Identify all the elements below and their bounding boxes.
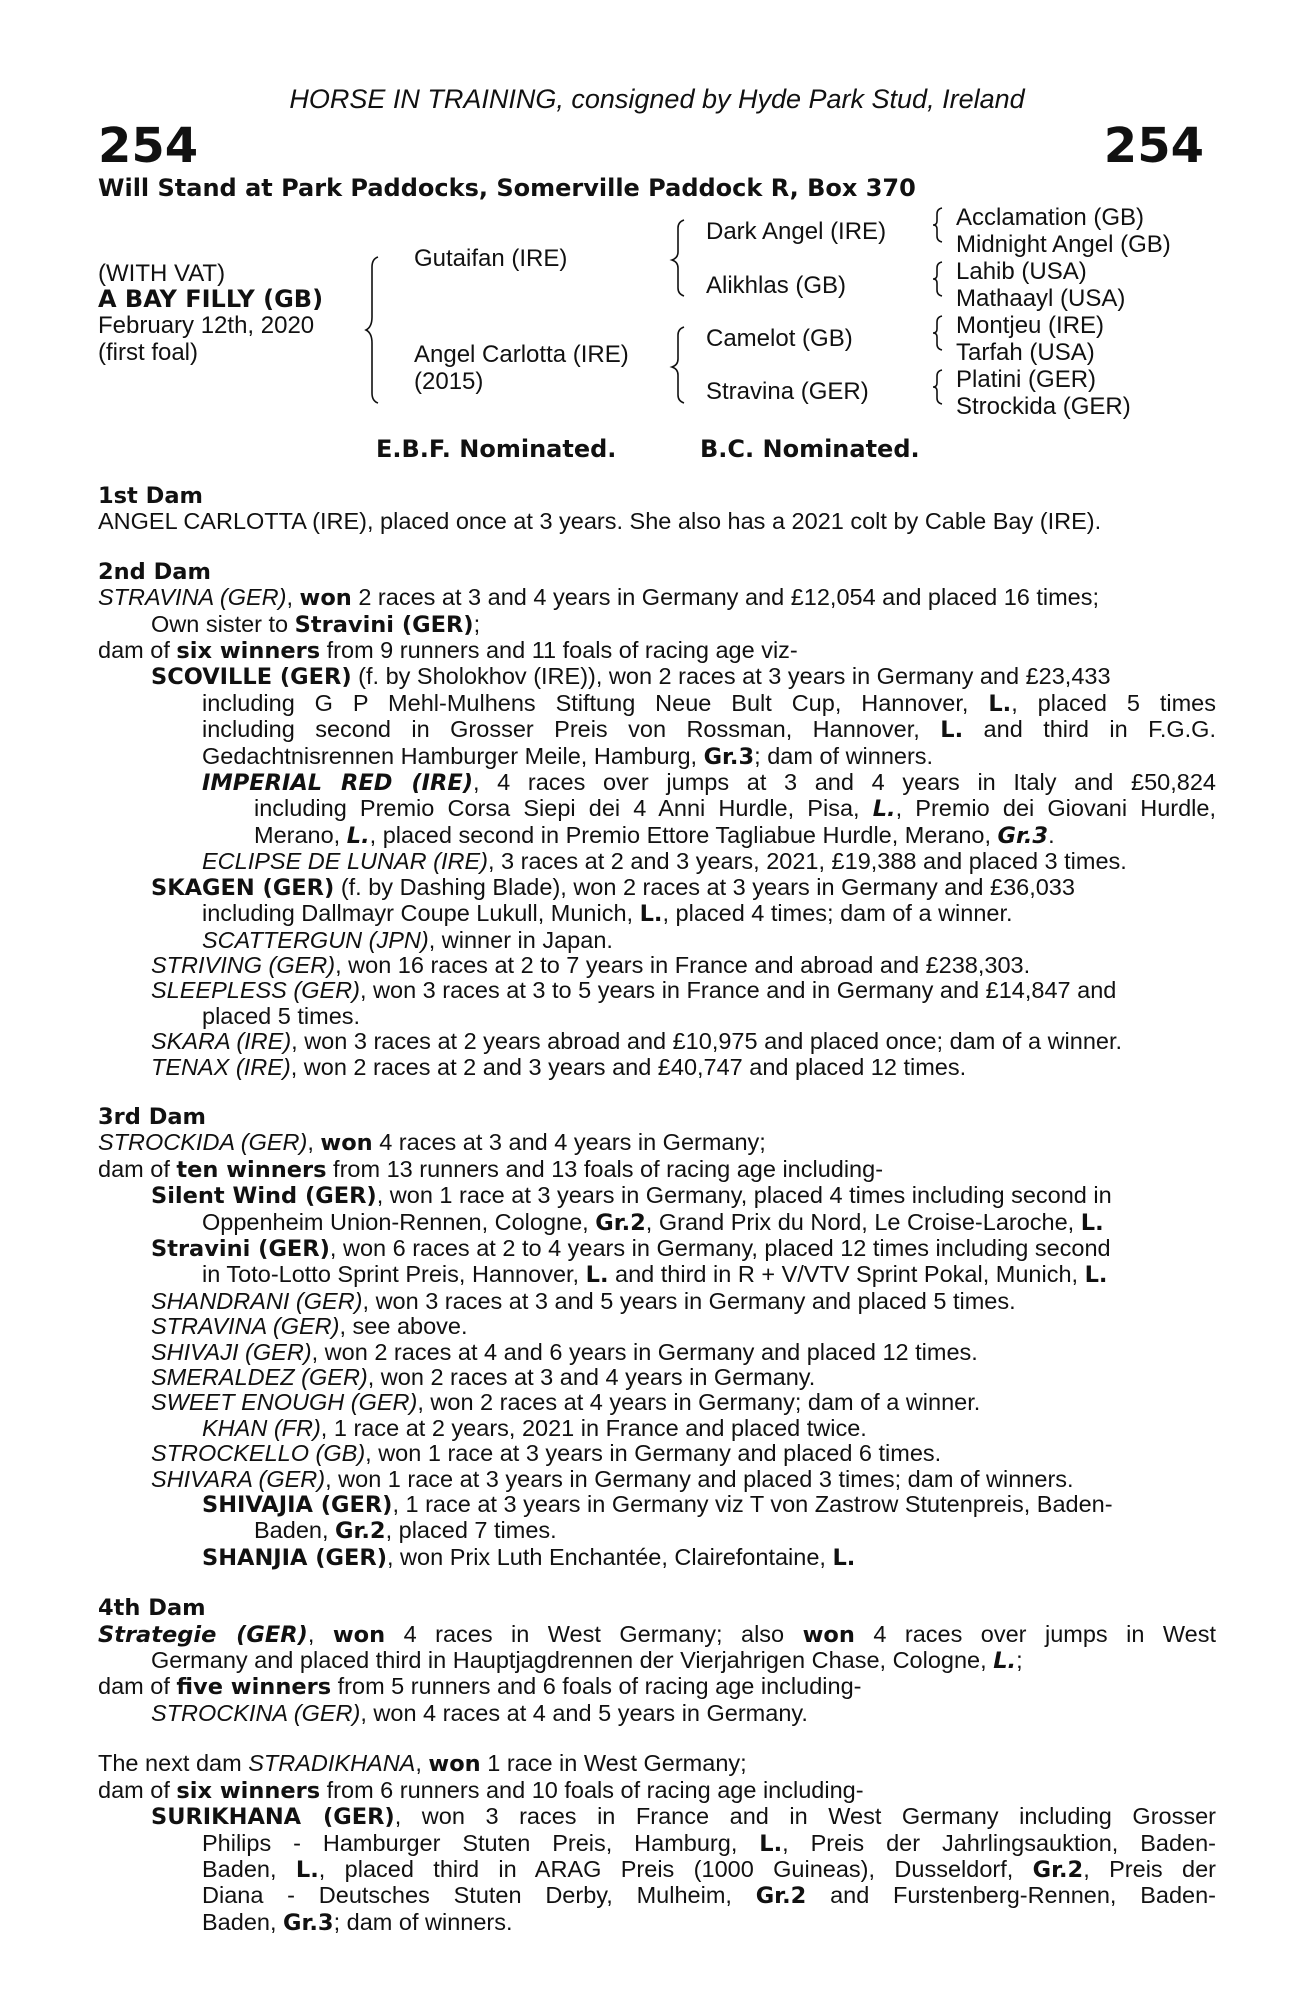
produce-shandrani bbox=[98, 1289, 1216, 1314]
text: , placed second in Premio Ettore Tagliabue Hurdle, Merano, bbox=[369, 821, 998, 848]
winners-count: six winners bbox=[176, 638, 321, 665]
race-grade: L. bbox=[940, 717, 964, 744]
race-grade: Gr.3 bbox=[997, 822, 1049, 849]
text: ; dam of winners. bbox=[754, 742, 934, 769]
produce-silent-wind bbox=[98, 1183, 1216, 1209]
sister-line bbox=[98, 612, 1216, 638]
pedigree-sire-sire: Dark Angel (IRE) bbox=[706, 218, 887, 245]
fourth-dam-cont bbox=[98, 1648, 1216, 1674]
pedigree-bracket-g2 bbox=[934, 260, 950, 298]
text: and third in F.G.G. bbox=[963, 716, 1216, 743]
text: , won 3 races at 3 to 5 years in France and in Germany and £14,847 and bbox=[359, 977, 1117, 1004]
pedigree-bracket-g1 bbox=[934, 206, 950, 244]
foal-note: (first foal) bbox=[98, 339, 199, 366]
produce-imperial-red bbox=[98, 770, 1216, 796]
horse-name: STROCKINA (GER) bbox=[151, 1699, 361, 1726]
text: , 1 race at 2 years, 2021 in France and placed twice. bbox=[320, 1414, 867, 1441]
race-grade: L. bbox=[988, 690, 1012, 717]
won-text: won bbox=[332, 1621, 386, 1648]
text: from 5 runners and 6 foals of racing age including- bbox=[331, 1673, 862, 1700]
horse-name: A BAY FILLY (GB) bbox=[98, 285, 324, 313]
text: dam of bbox=[98, 637, 177, 664]
race-grade: L. bbox=[295, 1856, 319, 1883]
text: , winner in Japan. bbox=[428, 926, 613, 953]
winners-count: five winners bbox=[176, 1674, 332, 1701]
text: , won 3 races at 2 years abroad and £10,975 and placed once; dam of a winner. bbox=[291, 1028, 1123, 1055]
text: . bbox=[1048, 821, 1055, 848]
won-text: won bbox=[802, 1621, 855, 1648]
text: and Furstenberg-Rennen, Baden- bbox=[806, 1882, 1217, 1909]
text: , won 6 races at 2 to 4 years in Germany, placed 12 times including second bbox=[329, 1234, 1111, 1261]
text: dam of bbox=[98, 1155, 177, 1182]
produce-scoville-cont bbox=[98, 744, 1216, 770]
produce-stravini-cont bbox=[98, 1262, 1216, 1288]
produce-scoville-cont bbox=[98, 717, 1216, 743]
third-dam-heading: 3rd Dam bbox=[98, 1103, 206, 1130]
text: dam of bbox=[98, 1776, 177, 1803]
text: , see above. bbox=[339, 1313, 468, 1340]
produce-scoville bbox=[98, 664, 1216, 690]
pedigree-g7: Platini (GER) bbox=[956, 366, 1097, 393]
produce-surikhana-cont bbox=[98, 1883, 1216, 1909]
horse-name: SHIVARA (GER) bbox=[151, 1465, 326, 1492]
bc-nomination: B.C. Nominated. bbox=[700, 435, 920, 463]
text: , won 2 races at 3 and 4 years in Germany. bbox=[367, 1364, 816, 1390]
text: The next dam bbox=[98, 1750, 249, 1777]
pedigree-g3: Lahib (USA) bbox=[956, 258, 1087, 285]
produce-scoville-cont bbox=[98, 691, 1216, 717]
text: 4 races over jumps in West bbox=[854, 1620, 1216, 1647]
catalogue-body bbox=[98, 484, 1216, 1936]
text: (f. by Sholokhov (IRE)), won 2 races at 3 years in Germany and £23,433 bbox=[351, 663, 1111, 690]
text: , bbox=[307, 1129, 321, 1156]
produce-surikhana-cont bbox=[98, 1910, 1216, 1936]
first-dam-text: ANGEL CARLOTTA (IRE), placed once at 3 years. She also has a 2021 colt by Cable Bay (IRE). bbox=[98, 508, 1102, 535]
text: , 1 race at 3 years in Germany viz T von Zastrow Stutenpreis, Baden- bbox=[392, 1491, 1113, 1518]
produce-shivaji bbox=[98, 1340, 1216, 1365]
consignment-line: HORSE IN TRAINING, consigned by Hyde Park Stud, Ireland bbox=[289, 84, 1025, 114]
winners-line bbox=[98, 1157, 1216, 1183]
text: , won Prix Luth Enchantée, Clairefontaine, bbox=[387, 1543, 833, 1570]
text: , won 1 race at 3 years in Germany, placed 4 times including second in bbox=[376, 1182, 1112, 1209]
produce-skagen bbox=[98, 875, 1216, 901]
text: including second in Grosser Preis von Rossman, Hannover, bbox=[202, 716, 941, 743]
text: 4 races at 3 and 4 years in Germany; bbox=[372, 1129, 766, 1156]
produce-silent-wind-cont bbox=[98, 1210, 1216, 1236]
dam-name: STROCKIDA (GER) bbox=[98, 1129, 308, 1156]
dam-name: STRAVINA (GER) bbox=[98, 584, 287, 611]
text: Merano, bbox=[254, 821, 347, 848]
horse-name: ECLIPSE DE LUNAR (IRE) bbox=[202, 848, 488, 875]
race-grade: L. bbox=[1084, 1262, 1108, 1289]
text: , won 1 race at 3 years in Germany and placed 6 times. bbox=[365, 1440, 942, 1467]
fourth-dam-heading: 4th Dam bbox=[98, 1595, 206, 1622]
produce-skara bbox=[98, 1029, 1216, 1054]
produce-strockello bbox=[98, 1441, 1216, 1466]
produce-scattergun bbox=[98, 928, 1216, 953]
text: including G P Mehl-Mulhens Stiftung Neue Bult Cup, Hannover, bbox=[202, 689, 989, 716]
text: , Grand Prix du Nord, Le Croise-Laroche, bbox=[645, 1208, 1081, 1235]
first-dam-heading: 1st Dam bbox=[98, 483, 203, 509]
race-grade: Gr.2 bbox=[1032, 1856, 1084, 1883]
race-grade: L. bbox=[585, 1262, 609, 1289]
text: ; bbox=[1016, 1647, 1023, 1674]
text: from 13 runners and 13 foals of racing age including- bbox=[326, 1155, 884, 1182]
pedigree-g4: Mathaayl (USA) bbox=[956, 285, 1126, 312]
ebf-nomination: E.B.F. Nominated. bbox=[376, 435, 617, 463]
winners-line bbox=[98, 638, 1216, 664]
horse-name: SHIVAJIA (GER) bbox=[202, 1492, 393, 1519]
dam-name: Strategie (GER) bbox=[98, 1621, 308, 1648]
race-grade: Gr.2 bbox=[595, 1209, 646, 1236]
text: Philips - Hamburger Stuten Preis, Hamburg, bbox=[202, 1829, 760, 1856]
pedigree-bracket-g4 bbox=[934, 368, 950, 406]
race-grade: L. bbox=[832, 1544, 856, 1571]
text: , Preis der Jahrlingsauktion, Baden- bbox=[782, 1829, 1216, 1856]
text: including Premio Corsa Siepi dei 4 Anni Hurdle, Pisa, bbox=[254, 795, 873, 822]
text: , won 1 race at 3 years in Germany and placed 3 times; dam of winners. bbox=[325, 1465, 1074, 1492]
produce-sleepless bbox=[98, 978, 1216, 1003]
text: , bbox=[307, 1620, 333, 1647]
produce-imperial-red-cont bbox=[98, 796, 1216, 822]
produce-stravini bbox=[98, 1236, 1216, 1262]
text: from 6 runners and 10 foals of racing age including- bbox=[320, 1776, 864, 1803]
horse-name: TENAX (IRE) bbox=[151, 1053, 291, 1080]
horse-name: SCATTERGUN (JPN) bbox=[202, 926, 429, 953]
text: including Dallmayr Coupe Lukull, Munich, bbox=[202, 900, 640, 927]
horse-name: Silent Wind (GER) bbox=[151, 1183, 377, 1210]
dam-name: STRADIKHANA bbox=[248, 1750, 416, 1777]
race-grade: L. bbox=[759, 1830, 783, 1857]
produce-shivajia bbox=[98, 1492, 1216, 1518]
produce-khan bbox=[98, 1416, 1216, 1441]
race-grade: Gr.2 bbox=[335, 1518, 386, 1545]
produce-shivara bbox=[98, 1467, 1216, 1492]
text: 1 race in West Germany; bbox=[480, 1750, 747, 1777]
produce-tenax bbox=[98, 1055, 1216, 1080]
horse-name: SHANJIA (GER) bbox=[202, 1544, 387, 1571]
text: , Preis der bbox=[1083, 1855, 1217, 1882]
text: Gedachtnisrennen Hamburger Meile, Hamburg, bbox=[202, 742, 704, 769]
race-grade: L. bbox=[639, 901, 663, 928]
produce-surikhana bbox=[98, 1804, 1216, 1830]
text: ; dam of winners. bbox=[333, 1908, 513, 1935]
won-text: won bbox=[320, 1130, 373, 1157]
text: Baden, bbox=[202, 1908, 284, 1935]
produce-eclipse-de-lunar bbox=[98, 849, 1216, 874]
text: Own sister to bbox=[151, 610, 295, 637]
pedigree-g6: Tarfah (USA) bbox=[956, 339, 1095, 366]
text: Oppenheim Union-Rennen, Cologne, bbox=[202, 1208, 596, 1235]
race-grade: Gr.3 bbox=[703, 743, 755, 770]
text: , placed 7 times. bbox=[385, 1517, 557, 1544]
horse-name: STRIVING (GER) bbox=[151, 951, 336, 978]
horse-name: SWEET ENOUGH (GER) bbox=[151, 1389, 418, 1416]
pedigree-sire-dam: Alikhlas (GB) bbox=[706, 272, 847, 299]
text: , 4 races over jumps at 3 and 4 years in Italy and £50,824 bbox=[473, 769, 1216, 796]
won-text: won bbox=[428, 1751, 481, 1778]
text: from 9 runners and 11 foals of racing age viz- bbox=[320, 637, 798, 664]
horse-name: SKAGEN (GER) bbox=[151, 874, 335, 901]
text: and third in R + V/VTV Sprint Pokal, Munich, bbox=[608, 1261, 1085, 1288]
text: , Premio dei Giovani Hurdle, bbox=[895, 795, 1216, 822]
race-grade: Gr.2 bbox=[755, 1883, 807, 1910]
pedigree-sire: Gutaifan (IRE) bbox=[414, 245, 568, 272]
produce-skagen-cont bbox=[98, 901, 1216, 927]
fourth-dam-line bbox=[98, 1622, 1216, 1648]
horse-name: SLEEPLESS (GER) bbox=[151, 977, 360, 1004]
stand-location: Will Stand at Park Paddocks, Somerville Paddock R, Box 370 bbox=[98, 174, 916, 202]
produce-sweet-enough bbox=[98, 1390, 1216, 1415]
third-dam-line bbox=[98, 1130, 1216, 1156]
horse-name: SCOVILLE (GER) bbox=[151, 664, 352, 691]
horse-name: SKARA (IRE) bbox=[151, 1028, 292, 1055]
text: , 3 races at 2 and 3 years, 2021, £19,388 and placed 3 times. bbox=[487, 848, 1127, 875]
horse-name: SHIVAJI (GER) bbox=[151, 1338, 312, 1365]
produce-sleepless-cont bbox=[98, 1004, 1216, 1029]
won-text: won bbox=[299, 585, 352, 612]
produce-smeraldez bbox=[98, 1365, 1216, 1390]
text: , won 4 races at 4 and 5 years in Germany. bbox=[360, 1699, 808, 1726]
text: , placed 5 times bbox=[1011, 689, 1216, 716]
next-dam-line bbox=[98, 1751, 1216, 1777]
pedigree-g2: Midnight Angel (GB) bbox=[956, 231, 1171, 258]
text: Diana - Deutsches Stuten Derby, Mulheim, bbox=[202, 1882, 756, 1909]
horse-name: IMPERIAL RED (IRE) bbox=[202, 770, 473, 797]
text: dam of bbox=[98, 1673, 177, 1700]
text: Baden, bbox=[202, 1855, 296, 1882]
pedigree-bracket-sire bbox=[676, 218, 696, 298]
sister-name: Stravini (GER) bbox=[294, 611, 474, 638]
text: (f. by Dashing Blade), won 2 races at 3 years in Germany and £36,033 bbox=[334, 873, 1075, 900]
race-grade: L. bbox=[346, 822, 370, 849]
pedigree-g1: Acclamation (GB) bbox=[956, 204, 1145, 231]
vat-note: (WITH VAT) bbox=[98, 260, 226, 287]
produce-strockina bbox=[98, 1701, 1216, 1726]
text: , bbox=[415, 1750, 429, 1777]
race-grade: Gr.3 bbox=[283, 1909, 334, 1936]
text: , won 16 races at 2 to 7 years in France and abroad and £238,303. bbox=[335, 951, 1031, 978]
text: , won 3 races in France and in West Germany including Grosser bbox=[394, 1803, 1216, 1830]
horse-name: STROCKELLO (GB) bbox=[151, 1440, 366, 1467]
text: 2 races at 3 and 4 years in Germany and £12,054 and placed 16 times; bbox=[351, 584, 1100, 611]
text: , placed 4 times; dam of a winner. bbox=[662, 900, 1013, 927]
pedigree-dam-year: (2015) bbox=[414, 368, 484, 395]
text: , won 2 races at 2 and 3 years and £40,747 and placed 12 times. bbox=[290, 1053, 967, 1080]
race-grade: L. bbox=[1080, 1209, 1104, 1236]
pedigree-dam-dam: Stravina (GER) bbox=[706, 378, 869, 405]
race-grade: L. bbox=[872, 796, 896, 823]
race-grade: L. bbox=[993, 1648, 1017, 1675]
produce-shivajia-cont bbox=[98, 1518, 1216, 1544]
pedigree-dam-sire: Camelot (GB) bbox=[706, 325, 853, 352]
text: Germany and placed third in Hauptjagdrennen der Vierjahrigen Chase, Cologne, bbox=[151, 1647, 994, 1674]
pedigree-bracket-main bbox=[370, 255, 390, 405]
produce-shanjia bbox=[98, 1545, 1216, 1571]
pedigree-g8: Strockida (GER) bbox=[956, 393, 1131, 420]
horse-name: SHANDRANI (GER) bbox=[151, 1287, 363, 1314]
horse-name: SURIKHANA (GER) bbox=[151, 1804, 395, 1831]
text: , won 3 races at 3 and 5 years in Germany and placed 5 times. bbox=[362, 1287, 1016, 1314]
produce-imperial-red-cont bbox=[98, 823, 1216, 849]
produce-surikhana-cont bbox=[98, 1857, 1216, 1883]
horse-name: Stravini (GER) bbox=[151, 1235, 330, 1262]
horse-dob: February 12th, 2020 bbox=[98, 312, 315, 339]
second-dam-heading: 2nd Dam bbox=[98, 558, 211, 585]
text: , won 2 races at 4 and 6 years in Germany and placed 12 times. bbox=[311, 1338, 978, 1365]
text: in Toto-Lotto Sprint Preis, Hannover, bbox=[202, 1261, 586, 1288]
lot-number-right: 254 bbox=[1103, 118, 1204, 174]
produce-surikhana-cont bbox=[98, 1831, 1216, 1857]
horse-name: STRAVINA (GER) bbox=[151, 1313, 340, 1340]
horse-name: KHAN (FR) bbox=[202, 1414, 321, 1441]
text: , bbox=[286, 584, 300, 611]
winners-count: ten winners bbox=[176, 1156, 327, 1183]
text: ; bbox=[473, 610, 481, 637]
horse-name: SMERALDEZ (GER) bbox=[151, 1364, 368, 1390]
pedigree-bracket-g3 bbox=[934, 314, 950, 352]
text: placed 5 times. bbox=[202, 1002, 361, 1029]
text: , placed third in ARAG Preis (1000 Guineas), Dusseldorf, bbox=[318, 1855, 1033, 1882]
text: 4 races in West Germany; also bbox=[385, 1620, 803, 1647]
second-dam-line bbox=[98, 585, 1216, 611]
text: , won 2 races at 4 years in Germany; dam of a winner. bbox=[417, 1389, 981, 1416]
text: Baden, bbox=[254, 1517, 336, 1544]
winners-line bbox=[98, 1674, 1216, 1700]
winners-count: six winners bbox=[176, 1777, 321, 1804]
pedigree-g5: Montjeu (IRE) bbox=[956, 312, 1105, 339]
produce-striving bbox=[98, 953, 1216, 978]
winners-line bbox=[98, 1778, 1216, 1804]
produce-stravina bbox=[98, 1314, 1216, 1339]
pedigree-dam: Angel Carlotta (IRE) bbox=[414, 341, 629, 368]
lot-number-left: 254 bbox=[98, 118, 199, 174]
pedigree-bracket-dam bbox=[676, 325, 696, 405]
